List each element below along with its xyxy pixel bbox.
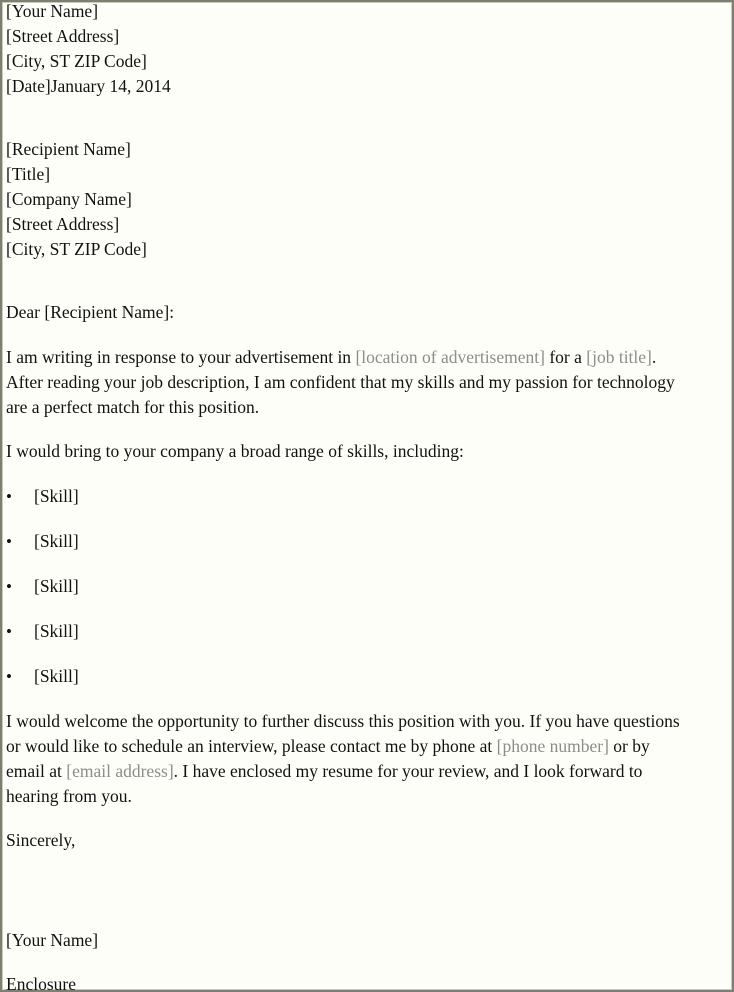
- paragraph3-line3: [6, 759, 642, 784]
- bullet-icon: •: [6, 532, 12, 551]
- skill-text: [Skill]: [34, 486, 79, 506]
- bullet-icon: •: [6, 487, 12, 506]
- text: I am writing in response to your advertisement in: [6, 347, 356, 367]
- bullet-icon: •: [6, 667, 12, 686]
- date-value: January 14, 2014: [50, 76, 171, 96]
- text: email at: [6, 761, 67, 781]
- paragraph2: I would bring to your company a broad range of skills, including:: [6, 441, 464, 461]
- paragraph1-line2: After reading your job description, I am confident that my skills and my passion for technology: [6, 372, 675, 392]
- text: . I have enclosed my resume for your review, and I look forward to: [173, 761, 643, 781]
- signature-name: [Your Name]: [6, 930, 99, 950]
- placeholder-location: [location of advertisement]: [355, 347, 545, 367]
- skill-text: [Skill]: [34, 621, 79, 641]
- salutation: Dear [Recipient Name]:: [6, 302, 175, 322]
- paragraph3-line1: I would welcome the opportunity to further discuss this position with you. If you have questions: [6, 711, 680, 731]
- placeholder-email: [email address]: [66, 761, 174, 781]
- recipient-city: [City, ST ZIP Code]: [6, 239, 147, 259]
- recipient-title: [Title]: [6, 164, 51, 184]
- paragraph3-line2: [6, 734, 650, 759]
- date-label: [Date]: [6, 76, 51, 96]
- text: for a: [544, 347, 587, 367]
- skill-text: [Skill]: [34, 576, 79, 596]
- text: or would like to schedule an interview, please contact me by phone at: [6, 736, 497, 756]
- paragraph1-line3: are a perfect match for this position.: [6, 397, 260, 417]
- bullet-icon: •: [6, 622, 12, 641]
- recipient-company: [Company Name]: [6, 189, 132, 209]
- text: .: [651, 347, 657, 367]
- text: or by: [608, 736, 650, 756]
- placeholder-job-title: [job title]: [586, 347, 652, 367]
- skill-text: [Skill]: [34, 666, 79, 686]
- date-line: [6, 74, 171, 99]
- enclosure: Enclosure: [6, 974, 76, 992]
- sender-street: [Street Address]: [6, 26, 120, 46]
- bullet-icon: •: [6, 577, 12, 596]
- skill-text: [Skill]: [34, 531, 79, 551]
- placeholder-phone: [phone number]: [496, 736, 609, 756]
- paragraph1-line1: [6, 345, 656, 370]
- sender-city: [City, ST ZIP Code]: [6, 51, 147, 71]
- closing: Sincerely,: [6, 830, 76, 850]
- recipient-name: [Recipient Name]: [6, 139, 131, 159]
- paragraph3-line4: hearing from you.: [6, 786, 132, 806]
- sender-name: [Your Name]: [6, 1, 99, 21]
- recipient-street: [Street Address]: [6, 214, 120, 234]
